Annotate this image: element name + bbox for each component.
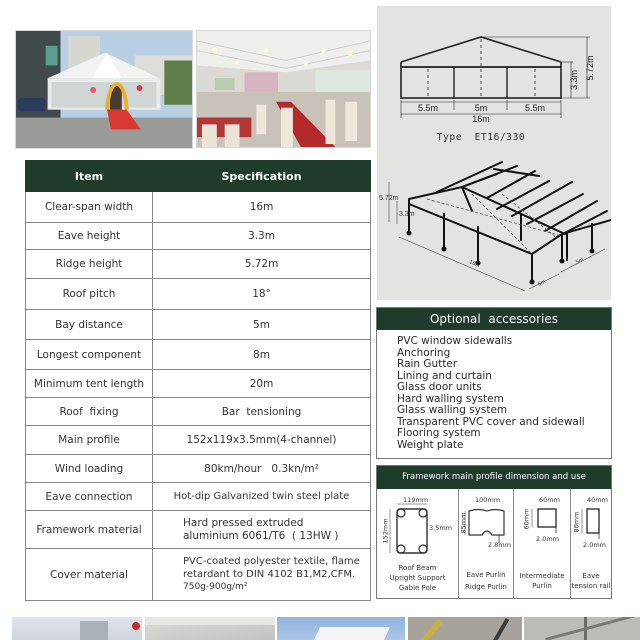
header-item: Item [26, 161, 153, 192]
cell-spec: 18° [153, 279, 371, 310]
thumb-white-tent-sky [277, 617, 405, 640]
cell-spec: 5.72m [153, 250, 371, 279]
accessories-title: Optional accessories [377, 308, 611, 330]
profile-height: 80mm [572, 511, 581, 533]
table-row [26, 279, 371, 310]
list-item: Flooring system [397, 427, 481, 439]
specification-table [25, 160, 371, 601]
cell-item: Cover material [26, 549, 153, 601]
cell-item: Bay distance [26, 310, 153, 340]
spec-line: aluminium 6061/T6 ( 13HW ) [183, 529, 339, 542]
iso-bay-2-label: 5m [575, 256, 585, 266]
cell-spec: 5m [153, 310, 371, 340]
thumb-profile-beams [408, 617, 522, 640]
list-item: Lining and curtain [397, 369, 492, 382]
tent-exterior-photo [15, 30, 193, 149]
table-row [26, 426, 371, 455]
cell-item: Main profile [26, 426, 153, 455]
cell-item: Minimum tent length [26, 370, 153, 398]
table-row [26, 250, 371, 279]
total-width-label: 16m [472, 114, 490, 124]
profile-thickness: 2.8mm [488, 541, 512, 549]
cell-spec: 16m [153, 192, 371, 223]
table-row [26, 511, 371, 549]
cell-item: Eave connection [26, 483, 153, 511]
cell-spec-multiline [153, 549, 371, 601]
side-view-diagram [377, 6, 611, 154]
profile-width: 119mm [403, 496, 429, 504]
profile-height: 152mm [381, 518, 390, 544]
spec-line: 750g-900g/m² [183, 582, 248, 592]
use-label: Upright Support [389, 574, 446, 582]
list-item: Rain Gutter [397, 358, 458, 370]
header-specification: Specification [153, 161, 371, 192]
profile-thickness: 3.5mm [429, 524, 453, 532]
accessories-list [377, 330, 611, 451]
cell-item: Roof fixing [26, 398, 153, 426]
profile-width: 100mm [475, 496, 501, 504]
table-row [26, 483, 371, 511]
table-row [26, 455, 371, 483]
profile-roof-beam [377, 489, 459, 599]
optional-accessories-box [376, 307, 612, 459]
isometric-frame-diagram [377, 154, 611, 300]
use-label: Ridge Purlin [465, 583, 507, 591]
profile-cells [377, 489, 611, 599]
profiles-title: Framework main profile dimension and use [377, 466, 611, 489]
table-row [26, 370, 371, 398]
spec-line: PVC-coated polyester textile, flame [183, 556, 360, 567]
eave-height-label: 3.3m [569, 69, 579, 91]
use-label: Roof Beam [398, 564, 437, 572]
iso-bay-1-label: 5m [537, 278, 547, 288]
cell-item: Wind loading [26, 455, 153, 483]
iso-ridge-height-label: 5.72m [379, 195, 399, 202]
bay-3-label: 5.5m [524, 103, 546, 113]
list-item: PVC window sidewalls [397, 335, 513, 347]
cell-item: Framework material [26, 511, 153, 549]
use-label: Gable Pole [398, 584, 437, 592]
use-label: Purlin [532, 582, 552, 590]
use-label: Eave [582, 572, 600, 580]
cell-spec: Hot-dip Galvanized twin steel plate [153, 483, 371, 511]
table-row [26, 398, 371, 426]
cell-item: Clear-span width [26, 192, 153, 223]
cell-spec: 8m [153, 340, 371, 370]
profile-thickness: 2.0mm [536, 535, 560, 543]
ridge-height-label: 5.72m [585, 55, 595, 81]
cell-spec: Bar tensioning [153, 398, 371, 426]
list-item: Glass walling system [397, 404, 508, 416]
spec-line: Hard pressed extruded [183, 516, 304, 529]
bay-2-label: 5m [474, 103, 488, 113]
cell-spec: 152x119x3.5mm(4-channel) [153, 426, 371, 455]
profile-uses [571, 571, 611, 591]
profile-thickness: 2.0mm [583, 541, 607, 549]
use-label: tension rail [571, 582, 611, 590]
profile-width: 40mm [587, 496, 608, 504]
cell-spec: 20m [153, 370, 371, 398]
tent-interior-banquet-photo [196, 30, 371, 148]
profile-eave-purlin [459, 489, 514, 599]
table-row [26, 340, 371, 370]
profile-height: 60mm [522, 508, 531, 530]
thumb-buildings [12, 617, 142, 640]
use-label: Eave Purlin [466, 571, 506, 579]
thumb-tent-roof [145, 617, 275, 640]
profile-width: 60mm [539, 496, 560, 504]
cell-spec: 80km/hour 0.3kn/m² [153, 455, 371, 483]
table-row [26, 549, 371, 601]
framework-profile-box [376, 465, 612, 599]
type-label: Type ET16/330 [436, 132, 526, 143]
table-header-row [26, 161, 371, 192]
profile-uses [459, 569, 513, 593]
cell-spec-multiline [153, 511, 371, 549]
table-row [26, 192, 371, 223]
list-item: Weight plate [397, 438, 464, 451]
cell-item: Roof pitch [26, 279, 153, 310]
table-row [26, 310, 371, 340]
bay-1-label: 5.5m [417, 103, 439, 113]
list-item: Glass door units [397, 381, 482, 393]
spec-line: retardant to DIN 4102 B1,M2,CFM. [183, 569, 356, 580]
profile-uses [514, 571, 570, 591]
profile-eave-tension-rail [571, 489, 611, 599]
cell-item: Longest component [26, 340, 153, 370]
profile-intermediate-purlin [514, 489, 571, 599]
iso-eave-height-label: 3.3m [399, 211, 415, 218]
cell-item: Ridge height [26, 250, 153, 279]
table-row [26, 223, 371, 250]
profile-height: 85mm [459, 512, 468, 534]
thumb-frame-joint [524, 617, 640, 640]
use-label: Intermediate [519, 572, 565, 580]
cell-spec: 3.3m [153, 223, 371, 250]
cell-item: Eave height [26, 223, 153, 250]
iso-length-label: 16m [468, 259, 481, 270]
list-item: Anchoring [397, 346, 451, 359]
list-item: Hard walling system [397, 392, 504, 405]
profile-uses [377, 563, 458, 593]
list-item: Transparent PVC cover and sidewall [397, 415, 585, 428]
